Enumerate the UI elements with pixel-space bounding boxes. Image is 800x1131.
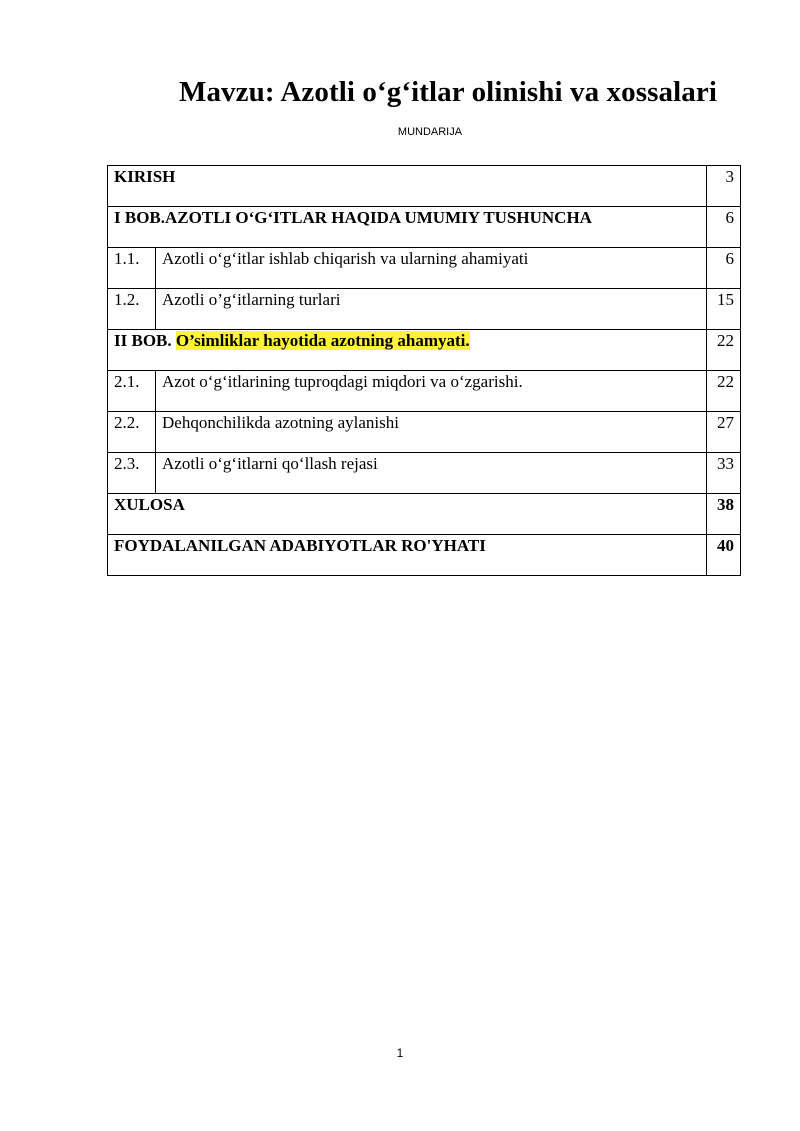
- toc-row-label: Azot o‘g‘itlarining tuproqdagi miqdori va o‘zgarishi.: [156, 371, 707, 412]
- toc-row-number: 2.2.: [108, 412, 156, 453]
- toc-row-label-cell: [108, 330, 707, 371]
- toc-row-chapter-2: [108, 330, 741, 371]
- toc-row-section-2-1: [108, 371, 741, 412]
- toc-row-number: 2.3.: [108, 453, 156, 494]
- toc-row-page: 15: [707, 289, 741, 330]
- table-of-contents: [107, 165, 741, 576]
- toc-row-label: Azotli o‘g‘itlar ishlab chiqarish va ularning ahamiyati: [156, 248, 707, 289]
- toc-row-section-2-3: [108, 453, 741, 494]
- toc-row-page: 27: [707, 412, 741, 453]
- toc-row-label-prefix: II BOB.: [114, 331, 172, 350]
- toc-row-page: 40: [707, 535, 741, 576]
- toc-row-page: 22: [707, 330, 741, 371]
- toc-row-label: Azotli o‘g‘itlarni qo‘llash rejasi: [156, 453, 707, 494]
- document-title: Mavzu: Azotli o‘g‘itlar olinishi va xossalari: [178, 76, 718, 108]
- toc-row-number: 1.1.: [108, 248, 156, 289]
- toc-row-references: [108, 535, 741, 576]
- toc-row-page: 3: [707, 166, 741, 207]
- toc-row-section-1-1: [108, 248, 741, 289]
- toc-row-label: XULOSA: [108, 494, 707, 535]
- toc-row-label: FOYDALANILGAN ADABIYOTLAR RO'YHATI: [108, 535, 707, 576]
- toc-row-page: 6: [707, 248, 741, 289]
- toc-row-section-1-2: [108, 289, 741, 330]
- toc-row-label: KIRISH: [108, 166, 707, 207]
- toc-row-label: Dehqonchilikda azotning aylanishi: [156, 412, 707, 453]
- toc-row-xulosa: [108, 494, 741, 535]
- page-number: 1: [396, 1046, 404, 1060]
- toc-row-number: 2.1.: [108, 371, 156, 412]
- toc-row-kirish: [108, 166, 741, 207]
- toc-row-label: I BOB.AZOTLI O‘G‘ITLAR HAQIDA UMUMIY TUSHUNCHA: [108, 207, 707, 248]
- toc-row-number: 1.2.: [108, 289, 156, 330]
- toc-row-chapter-1: [108, 207, 741, 248]
- highlighted-chapter-title: O’simliklar hayotida azotning ahamyati.: [175, 331, 470, 350]
- toc-row-page: 33: [707, 453, 741, 494]
- toc-row-label: Azotli o’g‘itlarning turlari: [156, 289, 707, 330]
- toc-row-page: 6: [707, 207, 741, 248]
- toc-row-section-2-2: [108, 412, 741, 453]
- toc-row-page: 38: [707, 494, 741, 535]
- toc-heading: MUNDARIJA: [397, 126, 463, 138]
- toc-row-page: 22: [707, 371, 741, 412]
